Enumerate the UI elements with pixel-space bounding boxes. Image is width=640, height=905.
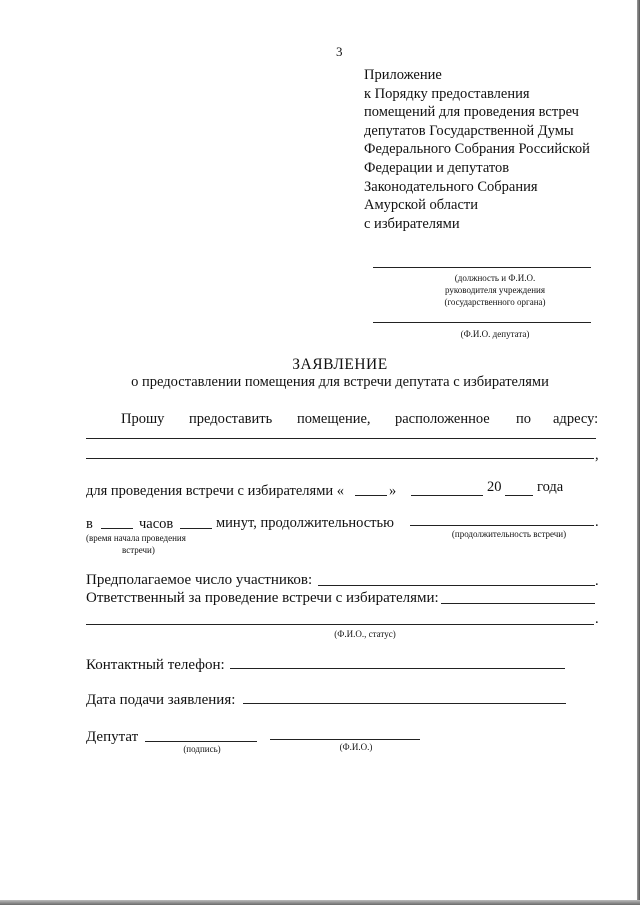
participants-field[interactable] xyxy=(318,585,595,586)
signature-field[interactable] xyxy=(145,741,257,742)
appendix-line: помещений для проведения встреч xyxy=(364,104,579,121)
caption-line: встречи) xyxy=(122,545,155,555)
duration-end: . xyxy=(595,514,599,530)
deputy-label: Депутат xyxy=(86,729,139,745)
page-number: 3 xyxy=(336,44,343,59)
appendix-line: Амурской области xyxy=(364,197,478,214)
duration-field[interactable] xyxy=(410,525,594,526)
caption-line: руководителя учреждения xyxy=(444,285,545,295)
responsible-end: . xyxy=(595,611,599,627)
deputy-name-caption: (Ф.И.О. депутата) xyxy=(460,329,530,339)
request-word: адресу: xyxy=(553,411,599,427)
document-subtitle: о предоставлении помещения для встречи депутата с избирателями xyxy=(131,374,549,390)
responsible-field-2[interactable] xyxy=(86,624,594,625)
meeting-date-label: для проведения встречи с избирателями « xyxy=(86,483,344,499)
meeting-day-field[interactable] xyxy=(355,495,387,496)
request-word: Прошу xyxy=(121,411,165,427)
address-line-2[interactable] xyxy=(86,458,594,459)
scan-edge-bottom xyxy=(0,900,640,905)
meeting-quote-close: » xyxy=(389,483,397,499)
address-line-1[interactable] xyxy=(86,438,596,439)
submission-date-label: Дата подачи заявления: xyxy=(86,692,236,708)
appendix-line: Федерального Собрания Российской xyxy=(364,141,590,158)
responsible-field[interactable] xyxy=(441,603,595,604)
document-title: ЗАЯВЛЕНИЕ xyxy=(292,356,388,373)
appendix-line: Законодательного Собрания xyxy=(364,178,538,195)
meeting-year-field[interactable] xyxy=(505,495,533,496)
address-line-comma: , xyxy=(595,447,599,463)
request-word: расположенное xyxy=(395,411,490,427)
meeting-year-suffix: года xyxy=(537,479,564,495)
meeting-month-field[interactable] xyxy=(411,495,483,496)
caption-line: (должность и Ф.И.О. xyxy=(454,273,536,283)
contact-phone-label: Контактный телефон: xyxy=(86,657,225,673)
time-prefix: в xyxy=(86,516,93,532)
hours-label: часов xyxy=(139,516,174,532)
start-time-caption xyxy=(86,532,216,556)
responsible-label: Ответственный за проведение встречи с избирателями: xyxy=(86,590,439,606)
contact-phone-field[interactable] xyxy=(230,668,565,669)
participants-end: . xyxy=(595,573,599,589)
minutes-duration-label: минут, продолжительностью xyxy=(216,515,394,531)
appendix-block xyxy=(364,66,590,233)
minutes-field[interactable] xyxy=(180,528,212,529)
responsible-caption: (Ф.И.О., статус) xyxy=(334,629,396,639)
head-of-institution-line[interactable] xyxy=(373,267,591,268)
signature-caption: (подпись) xyxy=(183,744,221,754)
deputy-name-line[interactable] xyxy=(373,322,591,323)
appendix-line: с избирателями xyxy=(364,215,460,232)
caption-line: (государственного органа) xyxy=(444,297,546,307)
deputy-fio-caption: (Ф.И.О.) xyxy=(339,742,373,752)
appendix-line: к Порядку предоставления xyxy=(364,85,530,102)
appendix-line: Приложение xyxy=(364,67,442,83)
hours-field[interactable] xyxy=(101,528,133,529)
submission-date-field[interactable] xyxy=(243,703,566,704)
request-word: предоставить xyxy=(189,411,273,427)
duration-caption: (продолжительность встречи) xyxy=(451,529,567,539)
caption-line: (время начала проведения xyxy=(86,533,186,543)
appendix-line: Федерации и депутатов xyxy=(364,159,510,176)
meeting-year-prefix: 20 xyxy=(487,479,502,495)
request-word: по xyxy=(516,411,532,427)
head-of-institution-caption xyxy=(400,272,590,308)
participants-label: Предполагаемое число участников: xyxy=(86,572,313,588)
appendix-line: депутатов Государственной Думы xyxy=(364,122,574,139)
deputy-fio-field[interactable] xyxy=(270,739,420,740)
request-word: помещение, xyxy=(297,411,371,427)
